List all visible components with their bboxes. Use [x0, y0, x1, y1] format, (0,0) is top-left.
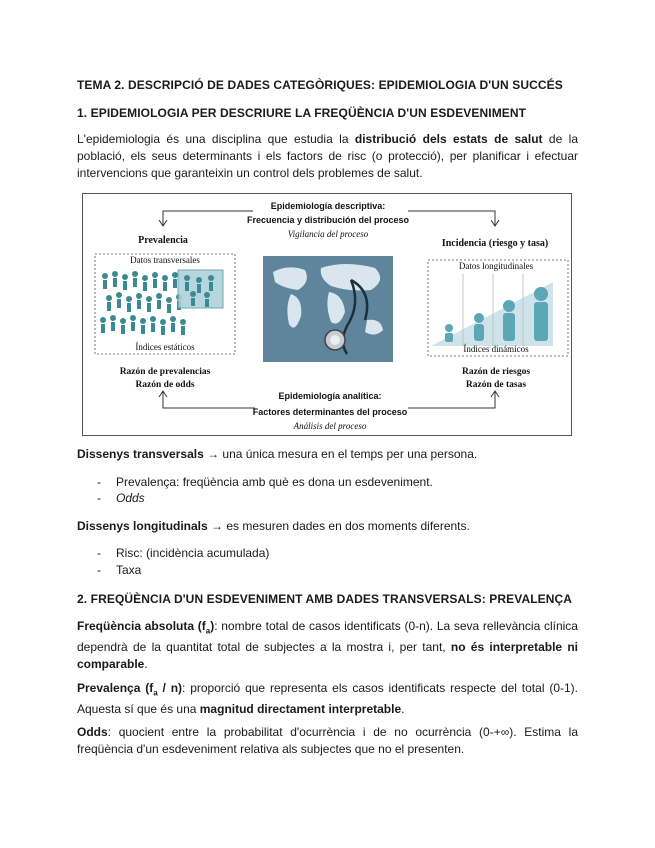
incidence-title: Incidencia (riesgo y tasa) [441, 238, 549, 249]
longitudinal-lead: Dissenys longitudinals → es mesuren dades en dos moments diferents. [77, 519, 470, 533]
arrow-top-left [163, 211, 253, 225]
arrow-top-right [408, 211, 495, 225]
static-indices-label: Índices estáticos [135, 342, 195, 352]
bottom-subtitle: Análisis del proceso [293, 421, 367, 431]
odds-ratio: Razón de odds [135, 380, 195, 390]
prevalence-paragraph: Prevalença $(f_a / n)$: proporció que representa els casos identificats respecte del total (0-1). Aquesta sí que és una magnitud directament interpretable. [77, 681, 578, 717]
document-title: TEMA 2. DESCRIPCIÓ DE DADES CATEGÒRIQUES: EPIDEMIOLOGIA D'UN SUCCÉS [77, 78, 563, 92]
arrow-bottom-right [408, 392, 495, 408]
section-2-heading: 2. FREQÜÈNCIA D'UN ESDEVENIMENT AMB DADES TRANSVERSALS: PREVALENÇA [77, 592, 573, 606]
diagram-svg [83, 194, 571, 435]
list-item: - Odds [97, 491, 145, 505]
longitudinal-data-label: Datos longitudinales [458, 261, 534, 271]
population-crowd-icons [100, 271, 186, 335]
bottom-title-line2: Factores determinantes del proceso [252, 407, 408, 417]
transversal-lead: Dissenys transversals → una única mesura en el temps per una persona. [77, 447, 478, 461]
rate-ratio: Razón de tasas [465, 380, 527, 390]
odds-paragraph: Odds: quocient entre la probabilitat d'ocurrència i de no ocurrència (0-+∞). Estima la freqüència d'un esdeveniment relativa als subjectes que no el presenten. [77, 725, 578, 756]
epidemiology-diagram [82, 193, 572, 436]
bottom-title-line1: Epidemiología analítica: [278, 391, 382, 401]
risk-ratio: Razón de riesgos [461, 367, 531, 377]
dynamic-indices-label: Índices dinámicos [463, 344, 529, 354]
section-1-heading: 1. EPIDEMIOLOGIA PER DESCRIURE LA FREQÜÈNCIA D'UN ESDEVENIMENT [77, 106, 527, 120]
transversal-data-label: Datos transversales [130, 255, 200, 265]
list-item: - Risc: (incidència acumulada) [97, 546, 270, 560]
list-item: - Prevalença: freqüència amb què es dona un esdeveniment. [97, 475, 433, 489]
arrow-bottom-left [163, 392, 255, 408]
prevalence-ratio: Razón de prevalencias [119, 367, 211, 377]
absolute-frequency-paragraph: Freqüència absoluta $(f_a)$: nombre total de casos identificats (0-n). La seva rellevància clínica dependrà de la quantitat total de subjectes a la mostra i, per tant, no és interpretable ni comparable. [77, 619, 578, 672]
list-item: - Taxa [97, 563, 142, 577]
top-title-line2: Frecuencia y distribución del proceso [246, 215, 410, 225]
top-subtitle: Vigilancia del proceso [287, 229, 369, 239]
prevalence-title: Prevalencia [138, 235, 188, 246]
intro-paragraph: L'epidemiologia és una disciplina que estudia la distribució dels estats de salut de la població, els seus determinants i els factors de risc (o protecció), per planificar i efectuar intervencions que garanteixin un control dels problemes de salut. [77, 132, 578, 180]
top-title-line1: Epidemiología descriptiva: [270, 201, 386, 211]
